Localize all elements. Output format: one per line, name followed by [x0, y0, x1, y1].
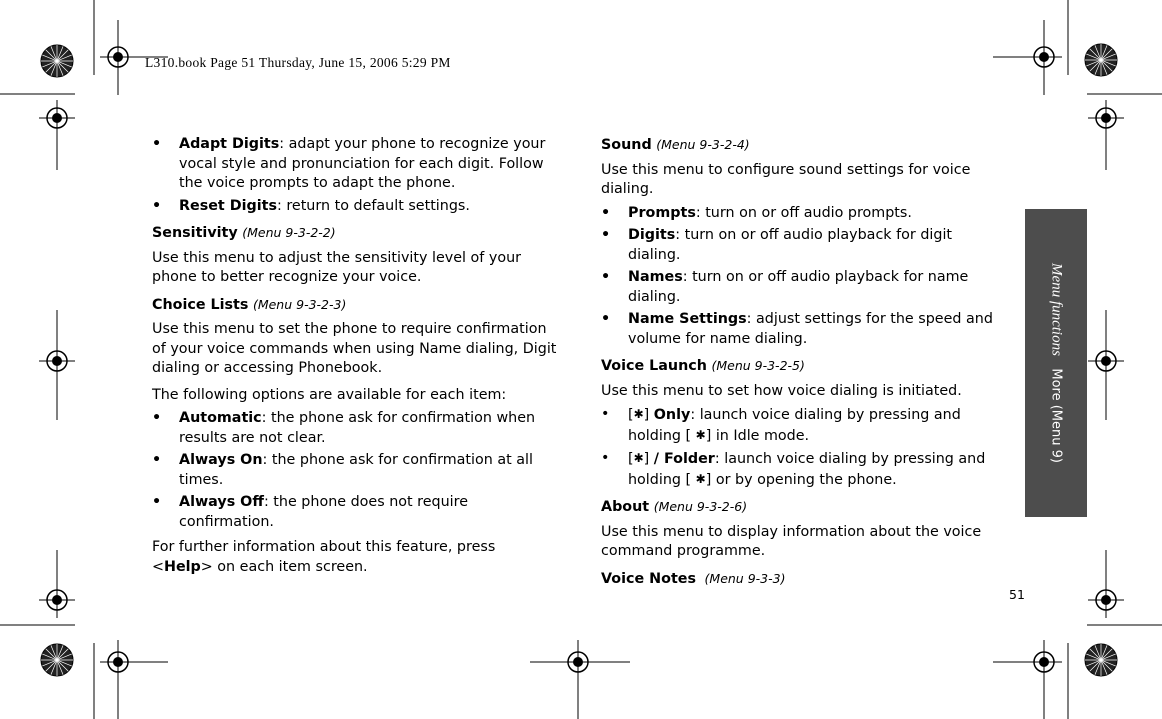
desc: : return to default settings.: [276, 197, 470, 214]
menu-ref: (Menu 9-3-2-3): [252, 296, 347, 312]
term: Always On: [179, 452, 263, 468]
term: Prompts: [628, 204, 696, 221]
desc: : turn on or off audio playback for name dialing.: [628, 269, 969, 305]
option-automatic: • Automatic: the phone ask for confirmation when results are not clear.: [152, 410, 536, 446]
bullet-adapt-digits: • Adapt Digits: adapt your phone to recognize your vocal style and pronunciation for each digit. Follow the voice prompts to adapt the phone.: [152, 136, 546, 191]
star-key-icon: ✱: [695, 471, 706, 486]
term: Always Off: [179, 494, 264, 510]
subsection-name: More (Menu 9): [1048, 368, 1064, 463]
heading-title: Sensitivity: [152, 225, 238, 241]
term: Adapt Digits: [179, 136, 280, 152]
menu-ref: (Menu 9-3-2-2): [242, 225, 336, 240]
bullet-reset-digits: • Reset Digits: return to default settings.: [152, 197, 470, 214]
section-heading-voice-notes: [601, 569, 1013, 590]
options-intro: The following options are available for each item:: [152, 386, 507, 403]
term: Reset Digits: [179, 197, 277, 214]
option-always-off: • Always Off: the phone does not require confirmation.: [152, 494, 468, 530]
desc: : launch voice dialing by pressing and holding [: [628, 407, 961, 444]
sound-item-digits: • Digits: turn on or off audio playback for digit dialing.: [601, 227, 953, 263]
section-heading-voice-launch: [601, 356, 1013, 377]
desc: : the phone ask for confirmation at all times.: [179, 452, 533, 488]
term: / Folder: [653, 451, 715, 467]
sensitivity-body: Use this menu to adjust the sensitivity level of your phone to better recognize your voice.: [152, 249, 522, 285]
bracket: [: [628, 407, 634, 423]
launch-item-folder: • [✱] / Folder: launch voice dialing by pressing and holding [ ✱] or by opening the phone.: [601, 450, 986, 488]
page-number: 51: [1009, 587, 1025, 602]
desc: : turn on or off audio prompts.: [695, 204, 912, 221]
desc: : adapt your phone to recognize your vocal style and pronunciation for each digit. Follow the voice prompts to adapt the phone.: [179, 136, 546, 191]
choice-lists-body: Use this menu to set the phone to require confirmation of your voice commands when using Name dialing, Digit dialing or accessing Phonebook.: [152, 321, 557, 376]
star-key-icon: ✱: [695, 427, 706, 442]
option-always-on: • Always On: the phone ask for confirmation at all times.: [152, 452, 533, 488]
sound-item-names: • Names: turn on or off audio playback for name dialing.: [601, 269, 969, 305]
bracket: [: [628, 451, 634, 467]
section-heading-sound: [601, 135, 1013, 156]
star-key-icon: ✱: [633, 451, 644, 465]
left-column: [152, 135, 562, 577]
heading-title: About: [601, 499, 650, 515]
about-body: Use this menu to display information about the voice command programme.: [601, 523, 982, 559]
heading-title: Voice Notes: [601, 570, 696, 587]
launch-item-only: • [✱] Only: launch voice dialing by pressing and holding [ ✱] in Idle mode.: [601, 406, 961, 444]
voice-launch-body: Use this menu to set how voice dialing is initiated.: [601, 382, 962, 399]
right-column: [601, 135, 1013, 589]
bracket: ]: [643, 451, 650, 467]
book-header: L310.book Page 51 Thursday, June 15, 2006 5:29 PM: [145, 55, 451, 70]
further-info: [152, 538, 532, 577]
term: Digits: [628, 227, 676, 243]
desc: : launch voice dialing by pressing and holding [: [628, 451, 986, 488]
desc: : the phone does not require confirmation.: [179, 494, 468, 530]
menu-ref: (Menu 9-3-3): [704, 570, 786, 586]
menu-ref: (Menu 9-3-2-6): [653, 499, 748, 514]
section-name: Menu functions: [1048, 263, 1065, 356]
term: Name Settings: [628, 311, 747, 327]
desc: : the phone ask for confirmation when results are not clear.: [179, 410, 536, 446]
help-key: Help: [163, 558, 201, 575]
desc: : adjust settings for the speed and volume for name dialing.: [628, 311, 993, 347]
sound-body: Use this menu to configure sound settings for voice dialing.: [601, 161, 971, 197]
desc: ] in Idle mode.: [705, 427, 810, 444]
star-key-icon: ✱: [633, 407, 644, 421]
sound-item-prompts: • Prompts: turn on or off audio prompts.: [601, 204, 912, 221]
desc: : turn on or off audio playback for digit dialing.: [628, 227, 953, 263]
section-heading-about: [601, 497, 1013, 518]
further-text: For further information about this feature, press <: [152, 539, 496, 575]
heading-title: Voice Launch: [601, 358, 707, 374]
further-text: > on each item screen.: [200, 558, 368, 575]
section-heading-sensitivity: [152, 223, 562, 244]
chapter-side-label: [1048, 263, 1065, 463]
heading-title: Choice Lists: [152, 296, 249, 313]
term: Names: [628, 269, 683, 285]
menu-ref: (Menu 9-3-2-5): [711, 358, 805, 373]
menu-ref: (Menu 9-3-2-4): [656, 137, 750, 152]
sound-item-name-settings: • Name Settings: adjust settings for the speed and volume for name dialing.: [601, 311, 993, 347]
section-heading-choice-lists: [152, 295, 562, 316]
term: Only: [653, 407, 691, 423]
term: Automatic: [179, 410, 262, 426]
desc: ] or by opening the phone.: [705, 471, 897, 488]
heading-title: Sound: [601, 137, 652, 153]
bracket: ]: [643, 407, 650, 423]
